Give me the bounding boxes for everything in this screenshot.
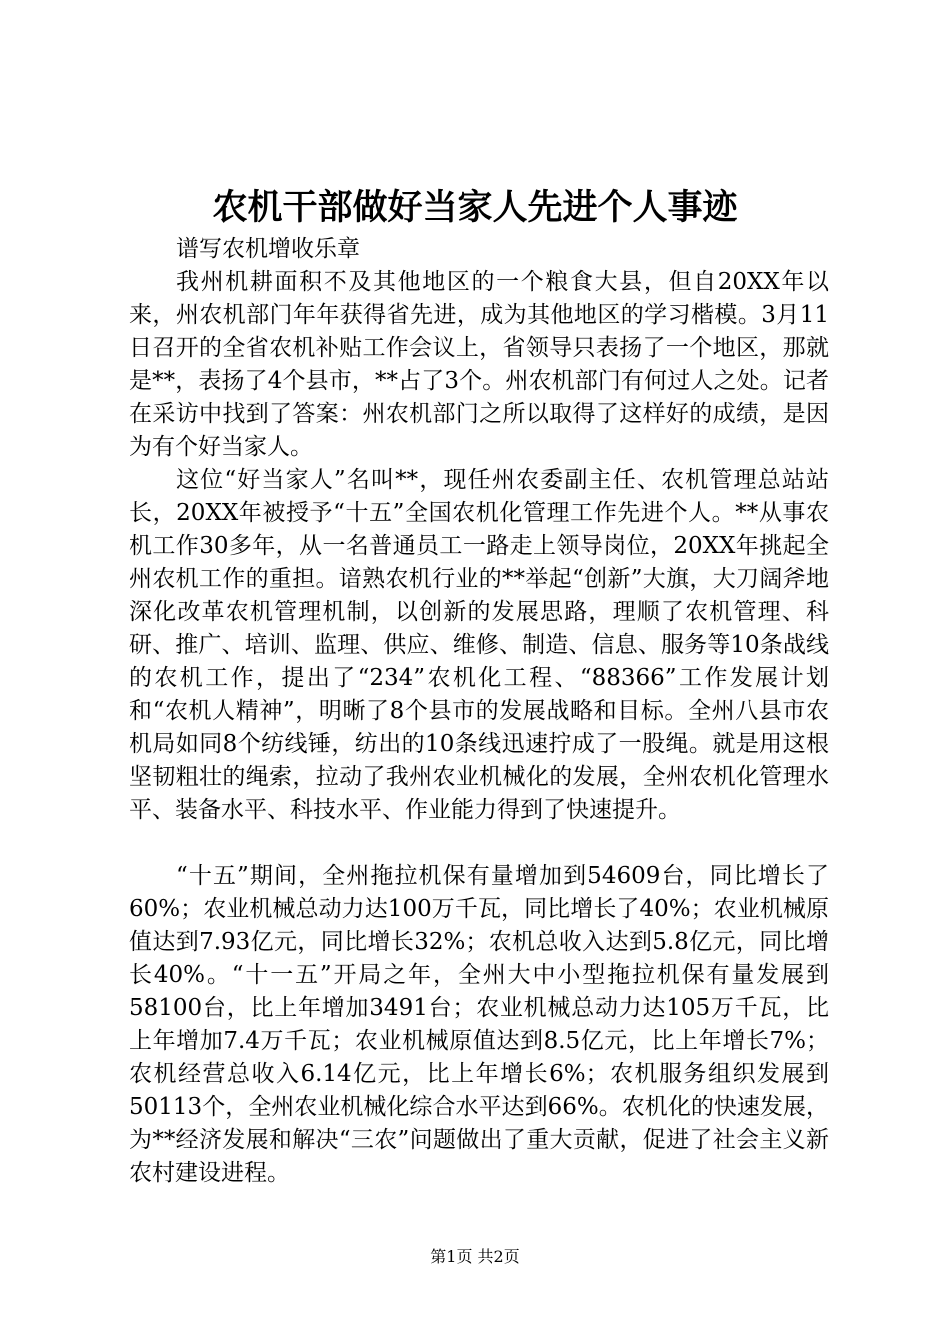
document-body: [129, 233, 829, 1190]
paragraph-2: 这位“好当家人”名叫**，现任州农委副主任、农机管理总站站长，20XX年被授予“十五”全国农机化管理工作先进个人。**从事农机工作30多年，从一名普通员工一路走上领导岗位，20XX年挑起全州农机工作的重担。谙熟农机行业的**举起“创新”大旗，大刀阔斧地深化改革农机管理机制，以创新的发展思路，理顺了农机管理、科研、推广、培训、监理、供应、维修、制造、信息、服务等10条战线的农机工作，提出了“234”农机化工程、“88366”工作发展计划和“农机人精神”，明晰了8个县市的发展战略和目标。全州八县市农机局如同8个纺线锤，纺出的10条线迅速拧成了一股绳。就是用这根坚韧粗壮的绳索，拉动了我州农业机械化的发展，全州农机化管理水平、装备水平、科技水平、作业能力得到了快速提升。: [129, 467, 829, 823]
paragraph-3: “十五”期间，全州拖拉机保有量增加到54609台，同比增长了60%；农业机械总动力达100万千瓦，同比增长了40%；农业机械原值达到7.93亿元，同比增长32%；农机总收入达到5.8亿元，同比增长40%。“十一五”开局之年，全州大中小型拖拉机保有量发展到58100台，比上年增加3491台；农业机械总动力达105万千瓦，比上年增加7.4万千瓦；农业机械原值达到8.5亿元，比上年增长7%；农机经营总收入6.14亿元，比上年增长6%；农机服务组织发展到50113个，全州农业机械化综合水平达到66%。农机化的快速发展，为**经济发展和解决“三农”问题做出了重大贡献，促进了社会主义新农村建设进程。: [129, 863, 829, 1186]
paragraph-1: 我州机耕面积不及其他地区的一个粮食大县，但自20XX年以来，州农机部门年年获得省先进，成为其他地区的学习楷模。3月11日召开的全省农机补贴工作会议上，省领导只表扬了一个地区，那就是**，表扬了4个县市，**占了3个。州农机部门有何过人之处。记者在采访中找到了答案：州农机部门之所以取得了这样好的成绩，是因为有个好当家人。: [129, 269, 829, 460]
page-number-footer: 第1页 共2页: [430, 1247, 520, 1266]
document-title: 农机干部做好当家人先进个人事迹: [212, 187, 738, 228]
document-subtitle: 谱写农机增收乐章: [176, 236, 360, 262]
